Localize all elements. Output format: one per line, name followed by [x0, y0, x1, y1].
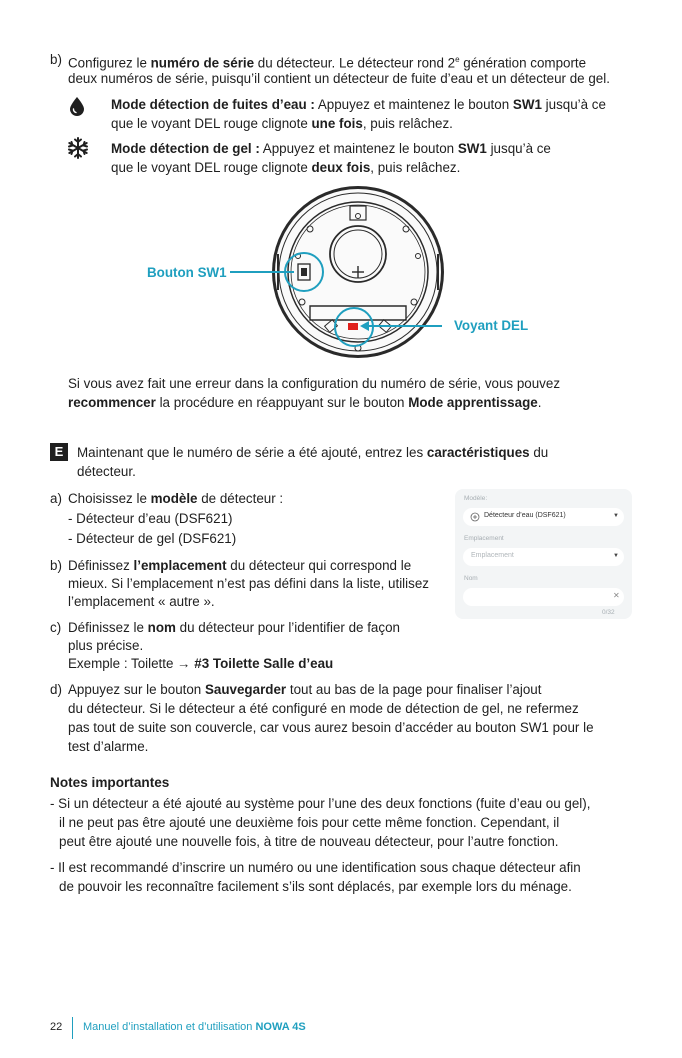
- note1-line2: il ne peut pas être ajouté une deuxième fois pour cette même fonction. Cependant, il: [59, 815, 560, 830]
- step-c-line1: Définissez le nom du détecteur pour l’identifier de façon: [68, 620, 400, 635]
- step-b2-line1: Définissez l’emplacement du détecteur qui correspond le: [68, 558, 412, 573]
- name-input[interactable]: [463, 588, 624, 606]
- step-c-example: Exemple : Toilette → #3 Toilette Salle d’eau: [68, 656, 334, 671]
- name-label: Nom: [464, 575, 478, 582]
- section-e-line2: détecteur.: [77, 464, 136, 479]
- water-drop-icon: [68, 96, 86, 116]
- page-number: 22: [50, 1021, 63, 1033]
- note1-line3: peut être ajouté une nouvelle fois, à titre de nouveau détecteur, pour l’autre fonction.: [59, 834, 559, 849]
- notes-title: Notes importantes: [50, 775, 170, 790]
- error-note-line1: Si vous avez fait une erreur dans la configuration du numéro de série, vous pouvez: [68, 376, 561, 391]
- model-value: Détecteur d’eau (DSF621): [484, 512, 566, 519]
- mode-water-line2: que le voyant DEL rouge clignote une fois, puis relâchez.: [111, 116, 453, 131]
- mode-water-line1: Mode détection de fuites d’eau : Appuyez et maintenez le bouton SW1 jusqu’à ce: [111, 97, 606, 112]
- model-select[interactable]: [463, 508, 624, 526]
- step-d-line1: Appuyez sur le bouton Sauvegarder tout au bas de la page pour finaliser l’ajout: [68, 682, 542, 697]
- step-c-line2: plus précise.: [68, 638, 144, 653]
- step-d-line3: pas tout de suite son couvercle, car vous aurez besoin d’accéder au bouton SW1 pour le: [68, 720, 594, 735]
- step-b2-line2: mieux. Si l’emplacement n’est pas défini dans la liste, utilisez: [68, 576, 429, 591]
- step-d-label: d): [50, 682, 62, 697]
- step-a-option-water: - Détecteur d’eau (DSF621): [68, 511, 233, 526]
- note2-line2: de pouvoir les reconnaître facilement s’ils sont déplacés, par exemple lors du ménage.: [59, 879, 572, 894]
- step-b2-line3: l’emplacement « autre ».: [68, 594, 215, 609]
- chevron-down-icon: ▼: [613, 553, 619, 559]
- note1-line1: - Si un détecteur a été ajouté au système pour l’une des deux fonctions (fuite d’eau ou gel),: [50, 796, 591, 811]
- label-sw1: Bouton SW1: [147, 265, 227, 280]
- detector-form: [455, 489, 632, 619]
- note2-line1: - Il est recommandé d’inscrire un numéro ou une identification sous chaque détecteur afin: [50, 860, 581, 875]
- location-select[interactable]: [463, 548, 624, 566]
- step-b-line1: Configurez le numéro de série du détecteur. Le détecteur rond 2e génération comporte: [68, 55, 587, 71]
- model-label: Modèle:: [464, 495, 488, 502]
- section-e-badge: E: [50, 443, 68, 461]
- step-c-label: c): [50, 620, 62, 635]
- chevron-down-icon: ▼: [613, 513, 619, 519]
- error-note-line2: recommencer la procédure en réappuyant sur le bouton Mode apprentissage.: [68, 395, 542, 410]
- step-a-label: a): [50, 491, 62, 506]
- footer-divider: [72, 1017, 73, 1039]
- add-circle-icon: [470, 512, 480, 522]
- step-a-line1: Choisissez le modèle de détecteur :: [68, 491, 284, 506]
- step-a-option-frost: - Détecteur de gel (DSF621): [68, 531, 237, 546]
- callout-lines: [230, 265, 450, 340]
- step-b-label: b): [50, 52, 62, 67]
- section-e-line1: Maintenant que le numéro de série a été ajouté, entrez les caractéristiques du: [77, 445, 549, 460]
- manual-title: Manuel d’installation et d’utilisation NOWA 4S: [83, 1021, 306, 1033]
- step-b-line2: deux numéros de série, puisqu’il contient un détecteur de fuite d’eau et un détecteur de gel.: [68, 71, 610, 86]
- clear-icon[interactable]: ✕: [613, 591, 620, 600]
- label-led: Voyant DEL: [454, 318, 529, 333]
- step-b2-label: b): [50, 558, 62, 573]
- snowflake-icon: [67, 137, 89, 159]
- step-d-line2: du détecteur. Si le détecteur a été configuré en mode de détection de gel, ne refermez: [68, 701, 579, 716]
- mode-frost-line2: que le voyant DEL rouge clignote deux fois, puis relâchez.: [111, 160, 461, 175]
- location-placeholder: Emplacement: [471, 552, 514, 559]
- location-label: Emplacement: [464, 535, 504, 542]
- step-d-line4: test d’alarme.: [68, 739, 149, 754]
- mode-frost-line1: Mode détection de gel : Appuyez et maintenez le bouton SW1 jusqu’à ce: [111, 141, 551, 156]
- name-counter: 0/32: [602, 609, 615, 616]
